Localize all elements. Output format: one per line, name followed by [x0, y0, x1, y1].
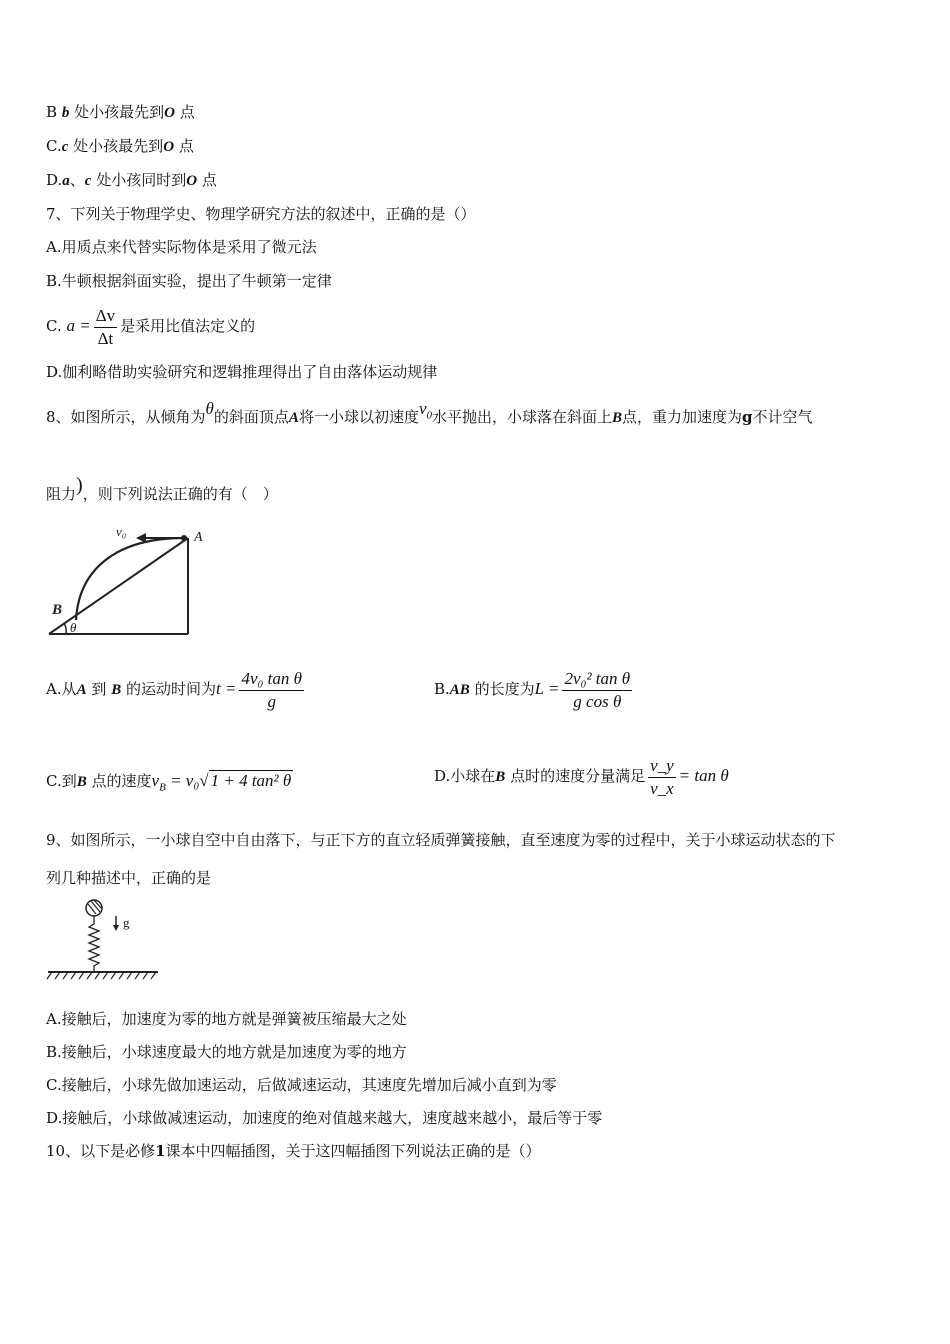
arrow-head [136, 533, 146, 543]
q10-stem: 10、以下是必修1课本中四幅插图，关于这四幅插图下列说法正确的是（） [46, 1142, 541, 1160]
q8-b-fraction: $\frac{\text{2v₀² tan θ}}{\text{g cos θ}}$ [564, 668, 631, 711]
label-v0: v₀ [116, 524, 127, 539]
label-b: B [52, 602, 63, 618]
q8-stem-line2: 阻力)，则下列说法正确的有（ ） [46, 474, 278, 503]
q9-option-b: B.接触后，小球速度最大的地方就是加速度为零的地方 [46, 1043, 407, 1061]
q8-option-b: B.AB 的长度为L = $\frac{\text{2v₀² tan θ}}{\text{g cos θ}}$ [434, 668, 631, 711]
option-c-prev: C.c 处小孩最先到O 点 [46, 137, 194, 155]
q8-option-c: C.到B 点的速度$v_B = v_0√$ 1 + 4 tan² θ [46, 771, 292, 794]
label-g: g [123, 915, 130, 930]
q7-option-a: A.用质点来代替实际物体是采用了微元法 [46, 238, 317, 256]
ball [86, 900, 102, 916]
option-b-prev: B b 处小孩最先到O 点 [46, 103, 195, 121]
q8-a-fraction: $\frac{\text{4v₀ tan θ}}{g}$ [241, 668, 302, 711]
label-theta: θ [70, 620, 77, 635]
q8-d-fraction: $\frac{v\_y}{v\_x}$ [650, 755, 674, 798]
q7-option-d: D.伽利略借助实验研究和逻辑推理得出了自由落体运动规律 [46, 363, 438, 381]
angle-arc [64, 623, 66, 634]
q9-option-a: A.接触后，加速度为零的地方就是弹簧被压缩最大之处 [46, 1010, 407, 1028]
spring [89, 916, 99, 972]
q8-option-d: D.小球在B 点时的速度分量满足 $\frac{v\_y}{v\_x}$ = tan θ [434, 755, 729, 798]
q9-stem-line2: 列几种描述中，正确的是 [46, 869, 212, 887]
q8-option-a: A.从A 到 B 的运动时间为t = $\frac{\text{4v₀ tan θ}}{g}$ [46, 668, 302, 711]
q7-option-b: B.牛顿根据斜面实验，提出了牛顿第一定律 [46, 272, 332, 290]
q8-stem-line1: 8、如图所示，从倾角为θ的斜面顶点A将一小球以初速度$v_0$水平抛出，小球落在斜面上B点，重力加速度为g不计空气 [46, 399, 813, 426]
q7-option-c: C. a = $\frac{\Delta v}{\Delta t}$ 是采用比值法定义的 [46, 305, 256, 348]
gravity-arrow-head [113, 925, 119, 931]
q9-option-c: C.接触后，小球先做加速运动，后做减速运动，其速度先增加后减小直到为零 [46, 1076, 557, 1094]
spring-figure [44, 896, 164, 986]
incline-figure [44, 522, 224, 642]
q7-fraction: $\frac{\Delta v}{\Delta t}$ [95, 305, 116, 348]
point-a-dot [181, 535, 187, 541]
option-d-prev: D.a、c 处小孩同时到O 点 [46, 171, 217, 189]
q7-stem: 7、下列关于物理学史、物理学研究方法的叙述中，正确的是（） [46, 205, 476, 223]
q9-option-d: D.接触后，小球做减速运动，加速度的绝对值越来越大，速度越来越小，最后等于零 [46, 1109, 603, 1127]
label-a: A [194, 530, 203, 545]
ground-hatch [47, 972, 156, 979]
q9-stem-line1: 9、如图所示，一小球自空中自由落下，与正下方的直立轻质弹簧接触，直至速度为零的过程中，关于小球运动状态的下 [46, 831, 836, 849]
